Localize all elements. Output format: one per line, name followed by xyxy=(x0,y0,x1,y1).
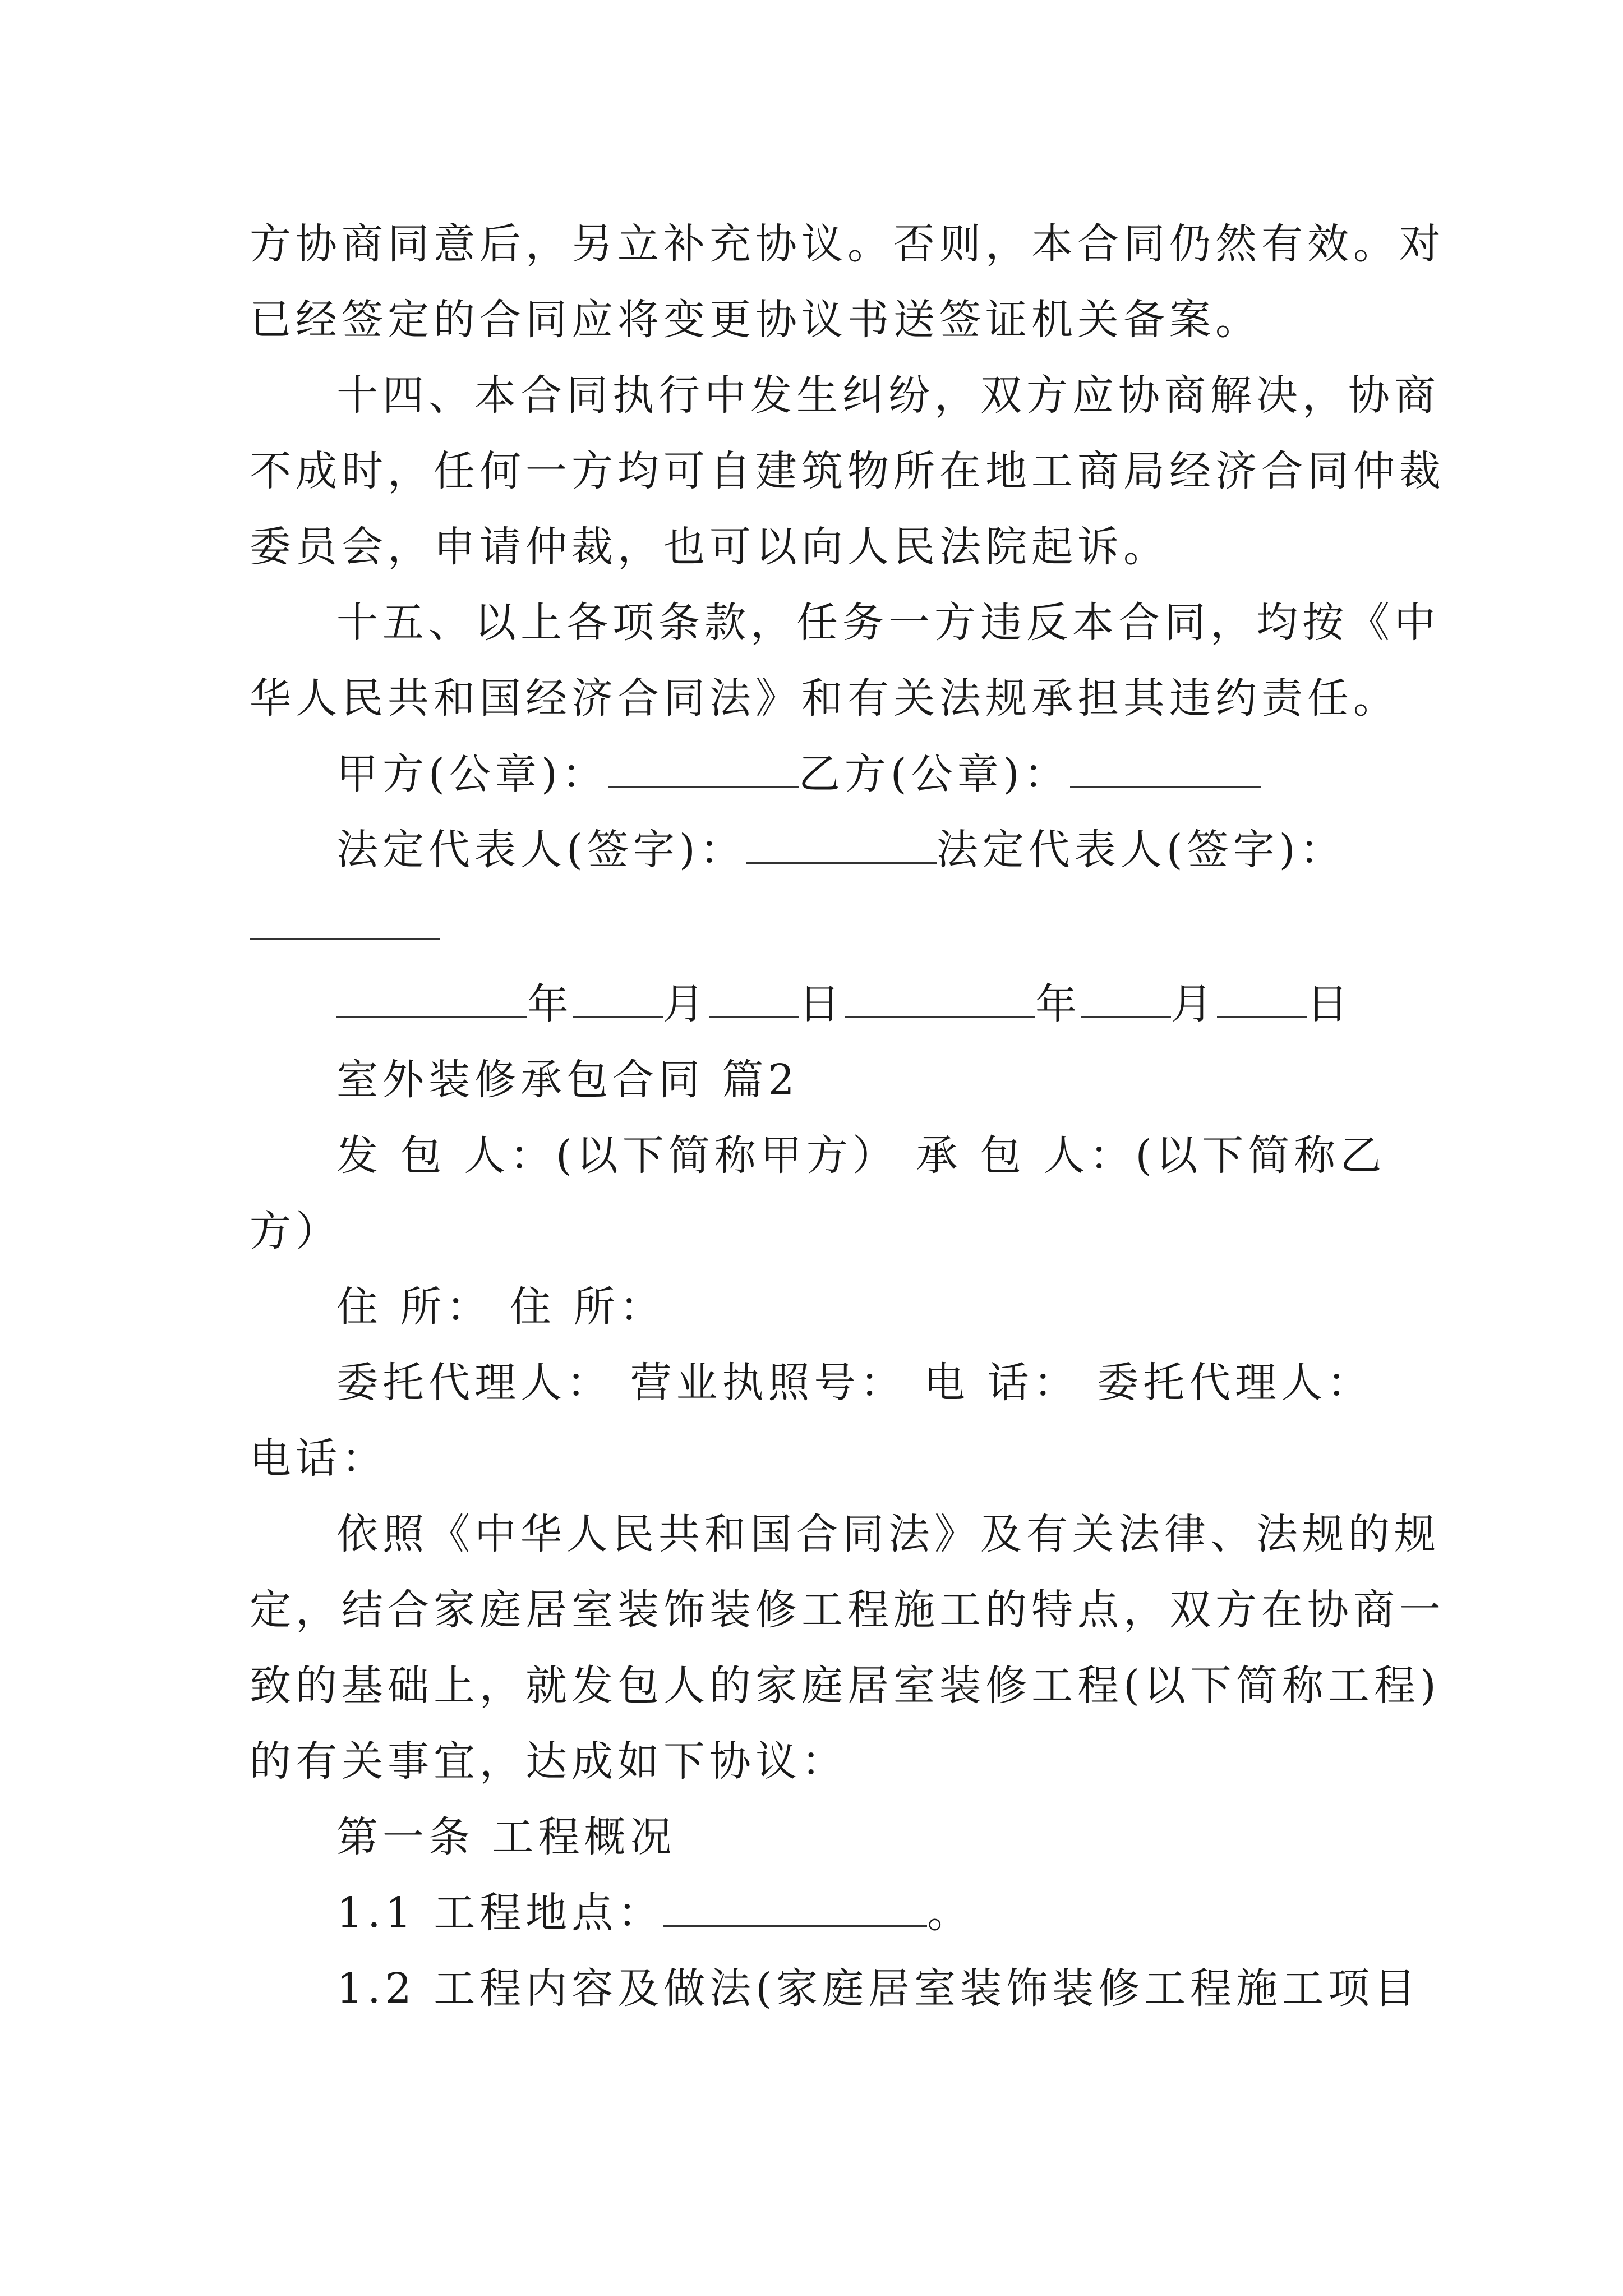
year-label: 年 xyxy=(527,980,573,1028)
clause-1-1-end: 。 xyxy=(927,1889,974,1937)
text-line: 委员会，申请仲裁，也可以向人民法院起诉。 xyxy=(250,523,1169,571)
clause-1-2: 1.2 工程内容及做法(家庭居室装饰装修工程施工项目 xyxy=(336,1964,1421,2013)
party-b-rep-label: 法定代表人(签字)： xyxy=(936,826,1346,874)
text-line: 已经签定的合同应将变更协议书送签证机关备案。 xyxy=(250,296,1261,344)
text-line: 致的基础上，就发包人的家庭居室装修工程(以下简称工程) xyxy=(250,1662,1441,1710)
text-line: 定，结合家庭居室装饰装修工程施工的特点，双方在协商一 xyxy=(250,1586,1445,1634)
text-line: 电话： xyxy=(250,1434,388,1483)
text-line: 发 包 人：(以下简称甲方） 承 包 人：(以下简称乙 xyxy=(336,1131,1386,1180)
party-b-year-blank[interactable] xyxy=(845,983,1035,1018)
text-line: 十四、本合同执行中发生纠纷，双方应协商解决，协商 xyxy=(336,371,1440,420)
text-line: 华人民共和国经济合同法》和有关法规承担其违约责任。 xyxy=(250,674,1399,723)
party-b-day-blank[interactable] xyxy=(1217,983,1307,1018)
party-a-month-blank[interactable] xyxy=(573,983,663,1018)
text-line: 方） xyxy=(250,1207,342,1255)
party-b-seal-label: 乙方(公章)： xyxy=(798,750,1070,798)
signature-rep-continuation xyxy=(250,898,440,954)
text-line: 的有关事宜，达成如下协议： xyxy=(250,1737,847,1786)
text-line: 方协商同意后，另立补充协议。否则，本合同仍然有效。对 xyxy=(250,220,1445,268)
clause-1-1-label: 1.1 工程地点： xyxy=(336,1889,664,1937)
day-label: 日 xyxy=(799,980,845,1028)
party-a-year-blank[interactable] xyxy=(336,983,527,1018)
party-a-rep-label: 法定代表人(签字)： xyxy=(336,826,746,874)
party-b-rep-blank[interactable] xyxy=(250,904,440,940)
year-label: 年 xyxy=(1035,980,1081,1028)
party-b-seal-blank[interactable] xyxy=(1070,753,1261,788)
month-label: 月 xyxy=(1171,980,1217,1028)
article-heading: 第一条 工程概况 xyxy=(336,1813,676,1861)
party-b-month-blank[interactable] xyxy=(1081,983,1171,1018)
text-line: 十五、以上各项条款，任务一方违反本合同，均按《中 xyxy=(336,599,1440,647)
text-line: 住 所： 住 所： xyxy=(336,1283,666,1331)
section-title: 室外装修承包合同 篇2 xyxy=(336,1056,799,1104)
party-a-seal-blank[interactable] xyxy=(608,753,799,788)
project-location-blank[interactable] xyxy=(663,1892,927,1927)
signature-party-line xyxy=(336,746,1261,802)
party-a-rep-blank[interactable] xyxy=(746,829,937,864)
text-line: 委托代理人： 营业执照号： 电 话： 委托代理人： xyxy=(336,1359,1373,1407)
day-label: 日 xyxy=(1307,980,1353,1028)
signature-rep-line xyxy=(336,822,1346,878)
text-line: 依照《中华人民共和国合同法》及有关法律、法规的规 xyxy=(336,1510,1440,1558)
clause-1-1 xyxy=(336,1885,973,1941)
month-label: 月 xyxy=(663,980,709,1028)
party-a-seal-label: 甲方(公章)： xyxy=(336,750,608,798)
date-line xyxy=(336,976,1353,1032)
text-line: 不成时，任何一方均可自建筑物所在地工商局经济合同仲裁 xyxy=(250,447,1445,495)
party-a-day-blank[interactable] xyxy=(709,983,799,1018)
